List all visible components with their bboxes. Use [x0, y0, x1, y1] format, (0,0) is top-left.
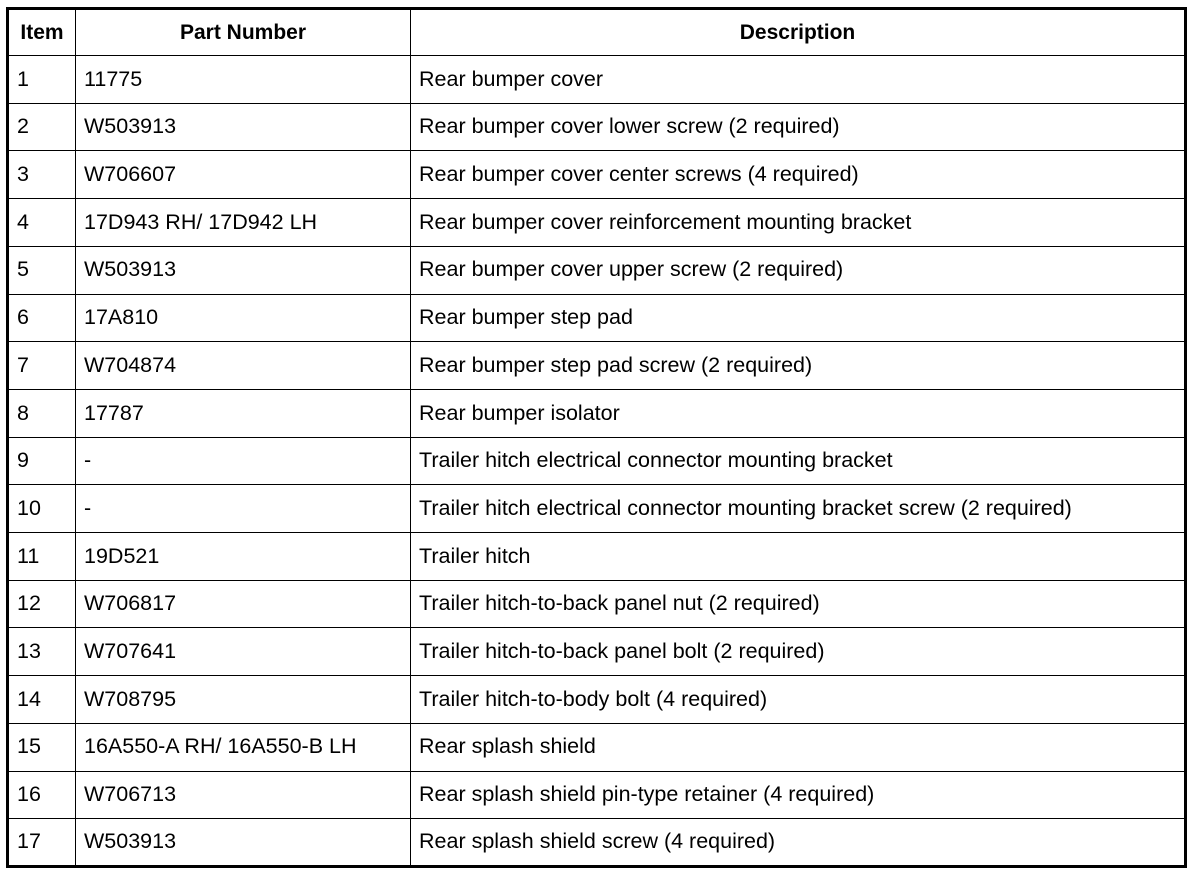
header-item: Item — [8, 9, 76, 56]
table-header — [8, 9, 1186, 56]
cell-description: Rear bumper step pad screw (2 required) — [411, 342, 1186, 390]
cell-item: 14 — [8, 676, 76, 724]
cell-part-number: 19D521 — [76, 533, 411, 581]
parts-table — [6, 7, 1187, 868]
cell-item: 6 — [8, 294, 76, 342]
cell-description: Trailer hitch-to-body bolt (4 required) — [411, 676, 1186, 724]
cell-description: Rear bumper cover — [411, 56, 1186, 104]
cell-item: 4 — [8, 199, 76, 247]
cell-part-number: 17D943 RH/ 17D942 LH — [76, 199, 411, 247]
table-row — [8, 199, 1186, 247]
table-row — [8, 294, 1186, 342]
cell-part-number: W707641 — [76, 628, 411, 676]
cell-description: Rear splash shield pin-type retainer (4 required) — [411, 771, 1186, 819]
cell-part-number: W704874 — [76, 342, 411, 390]
table-row — [8, 56, 1186, 104]
cell-item: 13 — [8, 628, 76, 676]
cell-description: Rear bumper cover center screws (4 required) — [411, 151, 1186, 199]
cell-description: Trailer hitch-to-back panel nut (2 required) — [411, 580, 1186, 628]
cell-part-number: W706817 — [76, 580, 411, 628]
cell-item: 2 — [8, 103, 76, 151]
cell-description: Rear bumper isolator — [411, 389, 1186, 437]
table-row — [8, 533, 1186, 581]
cell-item: 8 — [8, 389, 76, 437]
cell-description: Rear splash shield screw (4 required) — [411, 819, 1186, 867]
cell-part-number: - — [76, 437, 411, 485]
cell-item: 9 — [8, 437, 76, 485]
table-row — [8, 485, 1186, 533]
cell-item: 11 — [8, 533, 76, 581]
cell-description: Trailer hitch-to-back panel bolt (2 required) — [411, 628, 1186, 676]
cell-item: 17 — [8, 819, 76, 867]
cell-description: Rear bumper step pad — [411, 294, 1186, 342]
cell-description: Rear bumper cover lower screw (2 required) — [411, 103, 1186, 151]
cell-part-number: - — [76, 485, 411, 533]
cell-part-number: W708795 — [76, 676, 411, 724]
table-row — [8, 389, 1186, 437]
cell-description: Trailer hitch electrical connector mounting bracket — [411, 437, 1186, 485]
cell-part-number: 17A810 — [76, 294, 411, 342]
table-row — [8, 151, 1186, 199]
cell-description: Rear bumper cover upper screw (2 required) — [411, 246, 1186, 294]
cell-item: 3 — [8, 151, 76, 199]
cell-part-number: W503913 — [76, 819, 411, 867]
cell-item: 16 — [8, 771, 76, 819]
table-row — [8, 723, 1186, 771]
cell-item: 12 — [8, 580, 76, 628]
cell-item: 7 — [8, 342, 76, 390]
cell-part-number: 16A550-A RH/ 16A550-B LH — [76, 723, 411, 771]
header-part-number: Part Number — [76, 9, 411, 56]
cell-description: Trailer hitch electrical connector mounting bracket screw (2 required) — [411, 485, 1186, 533]
cell-item: 5 — [8, 246, 76, 294]
cell-description: Rear bumper cover reinforcement mounting bracket — [411, 199, 1186, 247]
cell-part-number: W503913 — [76, 103, 411, 151]
table-row — [8, 342, 1186, 390]
cell-item: 1 — [8, 56, 76, 104]
cell-description: Rear splash shield — [411, 723, 1186, 771]
table-row — [8, 246, 1186, 294]
cell-item: 10 — [8, 485, 76, 533]
table-row — [8, 676, 1186, 724]
table-row — [8, 628, 1186, 676]
table-body — [8, 56, 1186, 867]
table-row — [8, 819, 1186, 867]
cell-part-number: W503913 — [76, 246, 411, 294]
header-row — [8, 9, 1186, 56]
table-row — [8, 103, 1186, 151]
table-row — [8, 580, 1186, 628]
cell-part-number: 11775 — [76, 56, 411, 104]
cell-part-number: 17787 — [76, 389, 411, 437]
header-description: Description — [411, 9, 1186, 56]
cell-part-number: W706713 — [76, 771, 411, 819]
table-row — [8, 771, 1186, 819]
table-row — [8, 437, 1186, 485]
cell-item: 15 — [8, 723, 76, 771]
cell-part-number: W706607 — [76, 151, 411, 199]
cell-description: Trailer hitch — [411, 533, 1186, 581]
